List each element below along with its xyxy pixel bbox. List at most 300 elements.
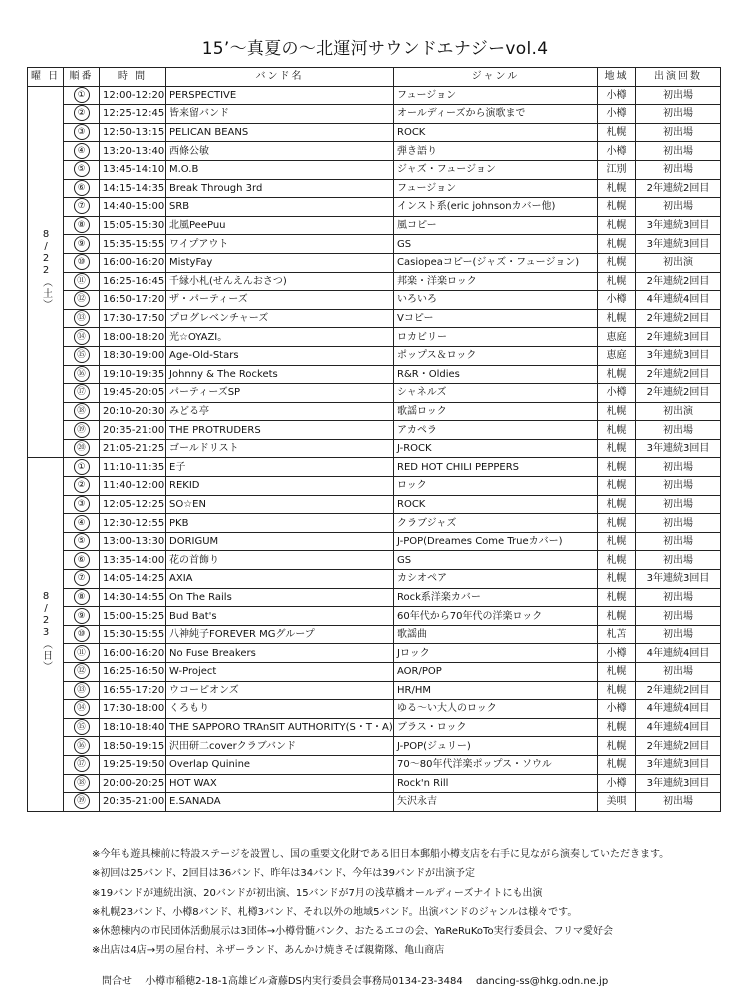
genre-cell: オールディーズから演歌まで [394,105,598,124]
note-item: ※初回は25バンド、2回目は36バンド、昨年は34バンド、今年は39バンドが出演予定 [92,868,475,880]
table-row [28,477,721,496]
order-number: ⑧ [74,589,90,605]
order-cell [64,532,100,551]
order-cell [64,384,100,403]
header-area: 地域 [598,68,636,87]
band-cell: E.SANADA [166,793,394,812]
band-cell: ゴールドリスト [166,439,394,458]
contact-info [102,972,618,987]
header-time: 時 間 [100,68,166,87]
band-cell: PERSPECTIVE [166,86,394,105]
band-cell: Johnny & The Rockets [166,365,394,384]
table-row [28,216,721,235]
order-cell [64,793,100,812]
order-number: ⑭ [74,329,90,345]
order-number: ⑯ [74,366,90,382]
order-cell [64,142,100,161]
order-number: ⑬ [74,682,90,698]
order-number: ⑪ [74,645,90,661]
time-cell: 12:00-12:20 [100,86,166,105]
genre-cell: カシオペア [394,570,598,589]
band-cell: W-Project [166,663,394,682]
table-row [28,272,721,291]
band-cell: 沢田研二coverクラブバンド [166,737,394,756]
order-number: ① [74,459,90,475]
area-cell: 札幌 [598,439,636,458]
count-cell: 3年連続3回目 [636,755,721,774]
order-number: ⑭ [74,700,90,716]
table-row [28,365,721,384]
area-cell: 札幌 [598,198,636,217]
genre-cell: J-POP(ジュリー) [394,737,598,756]
count-cell: 2年連続2回目 [636,737,721,756]
time-cell: 21:05-21:25 [100,439,166,458]
count-cell: 初出場 [636,198,721,217]
time-cell: 15:05-15:30 [100,216,166,235]
order-cell [64,551,100,570]
order-number: ⑫ [74,291,90,307]
order-number: ⑲ [74,793,90,809]
count-cell: 3年連続3回目 [636,346,721,365]
order-cell [64,365,100,384]
contact-email: dancing-ss@hkg.odn.ne.jp [475,976,609,987]
time-cell: 14:40-15:00 [100,198,166,217]
time-cell: 15:35-15:55 [100,235,166,254]
table-row [28,588,721,607]
genre-cell: 邦楽・洋楽ロック [394,272,598,291]
table-row [28,644,721,663]
time-cell: 19:45-20:05 [100,384,166,403]
band-cell: 花の首飾り [166,551,394,570]
order-number: ⑧ [74,217,90,233]
area-cell: 小樽 [598,644,636,663]
band-cell: 北風PeePuu [166,216,394,235]
band-cell: みどる亭 [166,402,394,421]
genre-cell: いろいろ [394,291,598,310]
order-cell [64,477,100,496]
order-cell [64,570,100,589]
band-cell: THE SAPPORO TRAnSIT AUTHORITY(S・T・A) [166,718,394,737]
area-cell: 小樽 [598,291,636,310]
order-cell [64,160,100,179]
band-cell: M.O.B [166,160,394,179]
area-cell: 札幌 [598,514,636,533]
order-number: ④ [74,515,90,531]
order-number: ⑨ [74,608,90,624]
count-cell: 2年連続2回目 [636,272,721,291]
time-cell: 16:00-16:20 [100,644,166,663]
time-cell: 16:00-16:20 [100,253,166,272]
area-cell: 札幌 [598,421,636,440]
count-cell: 初出場 [636,625,721,644]
order-number: ⑲ [74,422,90,438]
time-cell: 20:35-21:00 [100,793,166,812]
order-cell [64,681,100,700]
area-cell: 札幌 [598,235,636,254]
area-cell: 札幌 [598,588,636,607]
order-cell [64,309,100,328]
area-cell: 札幌 [598,570,636,589]
time-cell: 16:25-16:45 [100,272,166,291]
band-cell: パーティーズSP [166,384,394,403]
count-cell: 初出場 [636,532,721,551]
order-cell [64,607,100,626]
genre-cell: クラブジャズ [394,514,598,533]
area-cell: 恵庭 [598,328,636,347]
order-cell [64,253,100,272]
table-row [28,514,721,533]
order-cell [64,235,100,254]
order-number: ① [74,87,90,103]
genre-cell: Casiopeaコピー(ジャズ・フュージョン) [394,253,598,272]
order-number: ⑬ [74,310,90,326]
area-cell: 札幌 [598,458,636,477]
genre-cell: ブラス・ロック [394,718,598,737]
table-row [28,105,721,124]
table-row [28,160,721,179]
genre-cell: RED HOT CHILI PEPPERS [394,458,598,477]
area-cell: 札幌 [598,216,636,235]
count-cell: 2年連続2回目 [636,179,721,198]
genre-cell: J-POP(Dreames Come Trueカバー) [394,532,598,551]
table-row [28,607,721,626]
time-cell: 11:10-11:35 [100,458,166,477]
day-cell [28,86,64,458]
count-cell: 初出場 [636,514,721,533]
count-cell: 初出場 [636,495,721,514]
table-row [28,179,721,198]
area-cell: 札幌 [598,663,636,682]
band-cell: Overlap Quinine [166,755,394,774]
table-row [28,328,721,347]
table-row [28,774,721,793]
order-cell [64,514,100,533]
order-cell [64,439,100,458]
time-cell: 18:10-18:40 [100,718,166,737]
time-cell: 18:00-18:20 [100,328,166,347]
table-row [28,86,721,105]
time-cell: 12:25-12:45 [100,105,166,124]
note-item: ※今年も遊具棟前に特設ステージを設置し、国の重要文化財である旧日本郵船小樽支店を右手に見ながら演奏していただきます。 [92,849,670,860]
genre-cell: GS [394,551,598,570]
table-row [28,142,721,161]
table-row [28,253,721,272]
table-row [28,700,721,719]
day-label: 8/23（日） [40,591,52,673]
genre-cell: Rock系洋楽カバー [394,588,598,607]
area-cell: 札幌 [598,365,636,384]
time-cell: 12:05-12:25 [100,495,166,514]
order-number: ⑰ [74,756,90,772]
count-cell: 初出場 [636,793,721,812]
order-number: ⑥ [74,180,90,196]
time-cell: 15:30-15:55 [100,625,166,644]
table-row [28,402,721,421]
area-cell: 小樽 [598,700,636,719]
area-cell: 札幌 [598,253,636,272]
count-cell: 3年連続3回目 [636,216,721,235]
order-cell [64,105,100,124]
genre-cell: Rock'n Rill [394,774,598,793]
table-row [28,737,721,756]
band-cell: ウコーピオンズ [166,681,394,700]
genre-cell: 歌謡ロック [394,402,598,421]
count-cell: 4年連続4回目 [636,718,721,737]
order-cell [64,402,100,421]
genre-cell: フュージョン [394,179,598,198]
count-cell: 初出演 [636,402,721,421]
band-cell: REKID [166,477,394,496]
header-band: バンド名 [166,68,394,87]
order-number: ⑮ [74,719,90,735]
day-cell [28,458,64,811]
time-cell: 18:30-19:00 [100,346,166,365]
area-cell: 小樽 [598,142,636,161]
area-cell: 札幌 [598,402,636,421]
band-cell: No Fuse Breakers [166,644,394,663]
header-count: 出演回数 [636,68,721,87]
time-cell: 12:30-12:55 [100,514,166,533]
count-cell: 2年連続2回目 [636,681,721,700]
order-cell [64,198,100,217]
time-cell: 13:20-13:40 [100,142,166,161]
area-cell: 札幌 [598,607,636,626]
count-cell: 初出場 [636,477,721,496]
time-cell: 17:30-17:50 [100,309,166,328]
order-cell [64,737,100,756]
area-cell: 札幌 [598,681,636,700]
genre-cell: 70～80年代洋楽ポップス・ソウル [394,755,598,774]
time-cell: 14:05-14:25 [100,570,166,589]
area-cell: 小樽 [598,86,636,105]
order-cell [64,86,100,105]
order-cell [64,346,100,365]
count-cell: 3年連続3回目 [636,235,721,254]
band-cell: SO☆EN [166,495,394,514]
note-item: ※19バンドが連続出演、20バンドが初出演、15バンドが7月の浅草橋オールディーズナイトにも出演 [92,887,543,899]
order-number: ⑦ [74,570,90,586]
genre-cell: アカペラ [394,421,598,440]
count-cell: 2年連続2回目 [636,384,721,403]
genre-cell: フュージョン [394,86,598,105]
time-cell: 20:00-20:25 [100,774,166,793]
band-cell: SRB [166,198,394,217]
order-number: ⑩ [74,254,90,270]
band-cell: ザ・パーティーズ [166,291,394,310]
count-cell: 3年連続3回目 [636,774,721,793]
band-cell: Break Through 3rd [166,179,394,198]
band-cell: ワイプアウト [166,235,394,254]
table-row [28,570,721,589]
order-number: ③ [74,124,90,140]
area-cell: 札幌 [598,718,636,737]
table-row [28,681,721,700]
order-cell [64,663,100,682]
band-cell: Age-Old-Stars [166,346,394,365]
order-number: ⑤ [74,533,90,549]
order-number: ⑱ [74,775,90,791]
area-cell: 札幌 [598,551,636,570]
table-row [28,793,721,812]
day-label: 8/22（土） [40,228,52,310]
table-row [28,309,721,328]
area-cell: 札幌 [598,755,636,774]
genre-cell: AOR/POP [394,663,598,682]
table-row [28,625,721,644]
genre-cell: ポップス＆ロック [394,346,598,365]
genre-cell: Jロック [394,644,598,663]
order-number: ⑥ [74,552,90,568]
area-cell: 小樽 [598,105,636,124]
band-cell: HOT WAX [166,774,394,793]
genre-cell: ROCK [394,123,598,142]
order-number: ② [74,477,90,493]
contact-address: 小樽市稲穂2-18-1高雄ビル斎藤DS内実行委員会事務局0134-23-3484 [145,976,463,987]
order-cell [64,179,100,198]
band-cell: MistyFay [166,253,394,272]
genre-cell: シャネルズ [394,384,598,403]
genre-cell: R&R・Oldies [394,365,598,384]
order-number: ⑮ [74,347,90,363]
table-row [28,235,721,254]
genre-cell: 弾き語り [394,142,598,161]
time-cell: 20:35-21:00 [100,421,166,440]
order-number: ③ [74,496,90,512]
band-cell: 千縁小札(せんえんおさつ) [166,272,394,291]
time-cell: 17:30-18:00 [100,700,166,719]
table-row [28,532,721,551]
time-cell: 19:10-19:35 [100,365,166,384]
order-cell [64,718,100,737]
genre-cell: ジャズ・フュージョン [394,160,598,179]
count-cell: 初出場 [636,458,721,477]
count-cell: 2年連続3回目 [636,328,721,347]
table-row [28,551,721,570]
count-cell: 4年連続4回目 [636,291,721,310]
time-cell: 19:25-19:50 [100,755,166,774]
genre-cell: 風コピー [394,216,598,235]
count-cell: 3年連続3回目 [636,439,721,458]
time-cell: 13:45-14:10 [100,160,166,179]
area-cell: 小樽 [598,774,636,793]
note-item: ※出店は4店→男の屋台村、ネザーランド、あんかけ焼きそば親衛隊、亀山商店 [92,945,445,957]
count-cell: 初出場 [636,607,721,626]
schedule-body [28,86,721,811]
header-order: 順番 [64,68,100,87]
count-cell: 初出演 [636,253,721,272]
area-cell: 札幌 [598,495,636,514]
band-cell: PKB [166,514,394,533]
time-cell: 20:10-20:30 [100,402,166,421]
genre-cell: HR/HM [394,681,598,700]
page-title: 15’～真夏の～北運河サウンドエナジーvol.4 [201,39,549,59]
note-item: ※休憩棟内の市民団体活動展示は3団体→小樽骨髄バンク、おたるエコの会、YaReRuKoTo実行委員会、フリマ愛好会 [92,926,613,938]
band-cell: AXIA [166,570,394,589]
table-row [28,421,721,440]
area-cell: 札幌 [598,179,636,198]
table-row [28,495,721,514]
order-cell [64,625,100,644]
order-cell [64,774,100,793]
genre-cell: GS [394,235,598,254]
count-cell: 初出場 [636,123,721,142]
band-cell: 西條公敏 [166,142,394,161]
time-cell: 14:30-14:55 [100,588,166,607]
area-cell: 札幌 [598,477,636,496]
count-cell: 2年連続2回目 [636,365,721,384]
order-cell [64,458,100,477]
time-cell: 16:25-16:50 [100,663,166,682]
table-header-row [28,68,721,87]
genre-cell: 矢沢永吉 [394,793,598,812]
order-cell [64,644,100,663]
count-cell: 2年連続2回目 [636,309,721,328]
table-row [28,439,721,458]
band-cell: On The Rails [166,588,394,607]
order-number: ⑳ [74,440,90,456]
header-day: 曜 日 [28,68,64,87]
count-cell: 初出場 [636,105,721,124]
area-cell: 小樽 [598,384,636,403]
table-row [28,123,721,142]
area-cell: 恵庭 [598,346,636,365]
contact-label: 問合せ [102,976,132,987]
area-cell: 江別 [598,160,636,179]
time-cell: 13:00-13:30 [100,532,166,551]
genre-cell: 歌謡曲 [394,625,598,644]
genre-cell: ROCK [394,495,598,514]
area-cell: 札幌 [598,123,636,142]
time-cell: 13:35-14:00 [100,551,166,570]
count-cell: 初出場 [636,86,721,105]
notes [92,845,669,961]
order-number: ⑫ [74,663,90,679]
count-cell: 3年連続3回目 [636,570,721,589]
genre-cell: 60年代から70年代の洋楽ロック [394,607,598,626]
area-cell: 札幌 [598,532,636,551]
order-number: ⑨ [74,236,90,252]
time-cell: 18:50-19:15 [100,737,166,756]
order-number: ⑰ [74,384,90,400]
table-row [28,346,721,365]
note-item: ※札幌23バンド、小樽8バンド、札樽3バンド、それ以外の地域5バンド。出演バンドのジャンルは様々です。 [92,906,578,918]
order-cell [64,755,100,774]
genre-cell: ゆる～い大人のロック [394,700,598,719]
area-cell: 札幌 [598,309,636,328]
order-cell [64,588,100,607]
count-cell: 初出場 [636,551,721,570]
band-cell: 八神純子FOREVER MGグループ [166,625,394,644]
schedule-table [27,67,721,812]
order-number: ⑯ [74,738,90,754]
table-row [28,198,721,217]
band-cell: Bud Bat's [166,607,394,626]
order-cell [64,272,100,291]
order-cell [64,216,100,235]
area-cell: 札幌 [598,272,636,291]
area-cell: 札苫 [598,625,636,644]
band-cell: プログレベンチャーズ [166,309,394,328]
area-cell: 美唄 [598,793,636,812]
order-cell [64,700,100,719]
time-cell: 11:40-12:00 [100,477,166,496]
band-cell: PELICAN BEANS [166,123,394,142]
count-cell: 初出場 [636,588,721,607]
order-number: ⑪ [74,273,90,289]
band-cell: DORIGUM [166,532,394,551]
band-cell: くろもり [166,700,394,719]
order-cell [64,123,100,142]
